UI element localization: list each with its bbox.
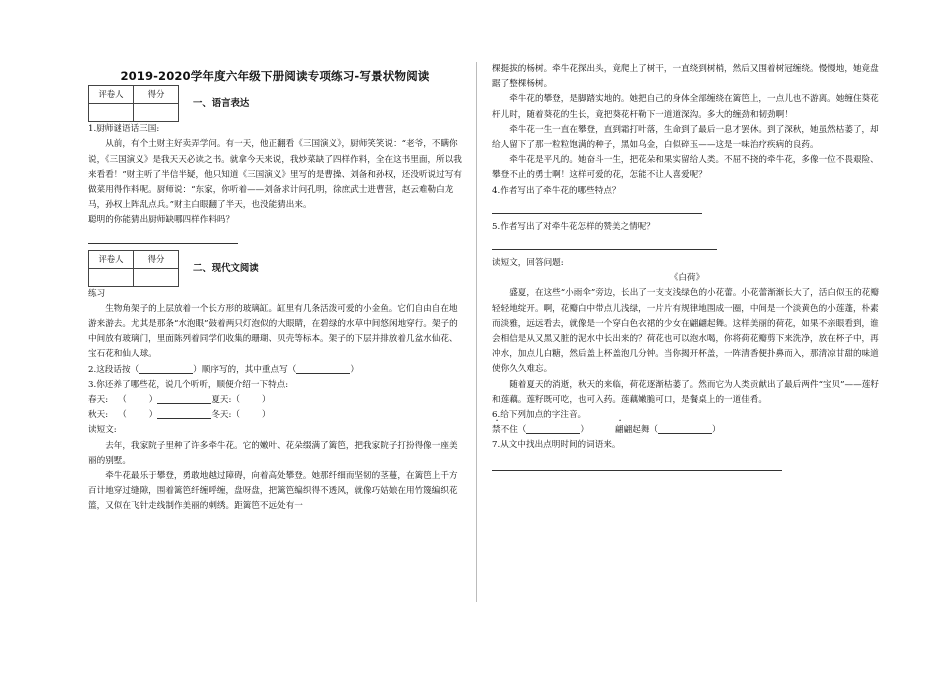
passage-2-para: 牵牛花最乐于攀登，勇敢地越过障碍，向着高处攀登。她那纤细而坚韧的茎蔓，在篱笆上千方百计地穿过缝隙，围着篱笆纤缠呼缠，盘呀盘，把篱笆编织得不透风，就像巧姑娘在用竹篾编织花篮，又似在飞针走线制作美丽的刺绣。距篱笆不远处有一 xyxy=(88,471,458,512)
answer-blank xyxy=(526,423,580,434)
answer-line xyxy=(492,201,702,214)
page-title: 2019-2020学年度六年级下册阅读专项练习-写景状物阅读 xyxy=(120,69,430,83)
question-5: 5.作者写出了对牵牛花怎样的赞美之情呢？ xyxy=(492,221,655,232)
grader-cell xyxy=(89,268,134,286)
read-label: 读短文: xyxy=(88,425,117,436)
dotted-char: 禁 · xyxy=(492,423,501,438)
column-divider xyxy=(476,62,477,602)
question-7: 7.从文中找出点明时间的词语来。 xyxy=(492,440,621,451)
answer-blank xyxy=(157,393,211,404)
passage-3-title: 《白荷》 xyxy=(669,273,705,284)
score-cell xyxy=(134,104,179,122)
passage-2-para: 牵牛花的攀登，是脚踏实地的。她把自己的身体全部缠绕在篱笆上，一点儿也不游离。她缠住葵花杆儿时，随着葵花的生长，竟把葵花杆勒下一道道深沟。多大的缠劲和韧劲啊！ xyxy=(492,94,879,120)
answer-blank xyxy=(157,408,211,419)
passage-3-para: 盛夏，在这些“小雨伞”旁边，长出了一支支浅绿色的小花蕾。小花蕾渐渐长大了，活白似玉的花瓣轻轻地绽开。啊，花瓣白中带点儿浅绿，一片片有规律地围成一圈，中间是一个淡黄色的小莲蓬，朴素而淡雅，远远看去，就像是一个穿白色衣裙的少女在翩翩起舞。这样美丽的荷花，如果不亲眼看到，谁会相信是从又黑又脏的泥水中长出来的？荷花也可以泡水喝，你将荷花瓣剪下来洗净，放在杯子中，再冲水，加点儿白糖，然后盖上杯盖泡几分钟。当你揭开杯盖，一阵清香便扑鼻而入，那清凉甘甜的味道使你久久难忘。 xyxy=(492,288,879,375)
grader-cell xyxy=(89,104,134,122)
score-label: 得分 xyxy=(134,250,179,268)
grader-label: 评卷人 xyxy=(89,250,134,268)
passage-3-para: 随着夏天的消逝，秋天的来临，荷花逐渐枯萎了。然而它为人类贡献出了最后两件“宝贝”——莲籽和莲藕。莲籽既可吃，也可入药。莲藕嫩脆可口，是餐桌上的一道佳肴。 xyxy=(492,379,879,405)
passage-2-para: 去年，我家院子里种了许多牵牛花。它的嫩叶、花朵缀满了篱笆，把我家院子打扮得像一座美丽的别墅。 xyxy=(88,440,458,466)
right-column xyxy=(492,62,882,471)
season-row: 春天: （ ） 夏天: （ ） xyxy=(88,395,271,406)
question-1-text: 从前，有个土财主好卖弄学问。有一天，他正翻看《三国演义》，厨师笑笑说：“老爷，不瞒你说，《三国演义》是我天天必读之书。就拿今天来说，我炒菜缺了四样作料，全在这书里面，所以我来看看！”财主听了半信半疑，他只知道《三国演义》里写的是曹操、刘备和孙权，还没听说过写有做菜用得作料呢。厨师说：“东家，你听着——刘备求计问孔明，徐庶武士进曹营，赵云难勒白龙马，孙权上阵乱点兵。”财主白眼翻了半天，也没能猜出来。 xyxy=(88,139,462,211)
answer-blank xyxy=(296,363,350,374)
question-1-prompt: 聪明的你能猜出厨师缺哪四样作料吗？ xyxy=(88,215,235,226)
answer-line xyxy=(88,231,238,244)
section-heading: 二、现代文阅读 xyxy=(193,262,259,274)
score-table xyxy=(88,85,179,122)
section-heading: 一、语言表达 xyxy=(193,98,250,110)
question-4: 4.作者写出了牵牛花的哪些特点？ xyxy=(492,185,621,196)
score-box-2 xyxy=(88,250,462,287)
passage-1: 生物角架子的上层放着一个长方形的玻璃缸。缸里有几条活泼可爱的小金鱼。它们自由自在地游来游去。尤其是那条“水泡眼”鼓着两只灯泡似的大眼睛，在碧绿的水草中间悠闲地穿行。架子的中间放有玻璃门，里面陈列着同学们收集的珊瑚、贝壳等标本。架子的下层并排放着几盆水仙花、宝石花和仙人球。 xyxy=(88,303,458,360)
grader-label: 评卷人 xyxy=(89,86,134,104)
question-3: 3.你还养了哪些花，说几个听听，顺便介绍一下特点: xyxy=(88,379,289,390)
score-label: 得分 xyxy=(134,86,179,104)
answer-line xyxy=(492,237,717,250)
answer-blank xyxy=(658,423,712,434)
question-6: 6.给下列加点的字注音。 xyxy=(492,410,587,421)
passage-2-para: 棵挺拔的杨树。牵牛花探出头，竟爬上了树干，一直绕到树梢，然后又围着树冠缠绕。慢慢地，她竟盘踞了整棵杨树。 xyxy=(492,64,879,90)
passage-2-para: 牵牛花一生一直在攀登，直到霜打叶落，生命到了最后一息才罢休。到了深秋，她虽然枯萎了，却给人留下了那一粒粒饱满的种子，黑如乌金，白似碎玉——这是一味治疗疾病的良药。 xyxy=(492,124,879,151)
question-2: 2.这段话按（ ）顺序写的，其中重点写（ ） xyxy=(88,364,359,375)
answer-line xyxy=(492,458,782,471)
question-1-intro: 1.厨师谜语话三国: xyxy=(88,124,160,135)
score-table xyxy=(88,250,179,287)
practice-label: 练习 xyxy=(88,288,106,299)
dotted-char: 翩 · xyxy=(615,423,624,438)
passage-2-para: 牵牛花是平凡的。她奋斗一生，把花朵和果实留给人类。不屈不挠的牵牛花，多像一位不畏艰险、攀登不止的勇士啊！这样可爱的花，怎能不让人喜爱呢？ xyxy=(492,155,879,181)
left-column xyxy=(88,62,462,515)
pinyin-row: 禁 · 不住（ ） 翩 · 翩起舞（ ） xyxy=(492,423,882,438)
answer-blank xyxy=(139,363,193,374)
score-cell xyxy=(134,268,179,286)
score-box-1 xyxy=(88,85,462,122)
season-row: 秋天: （ ） 冬天: （ ） xyxy=(88,410,271,421)
read-answer-label: 读短文，回答问题: xyxy=(492,258,564,269)
